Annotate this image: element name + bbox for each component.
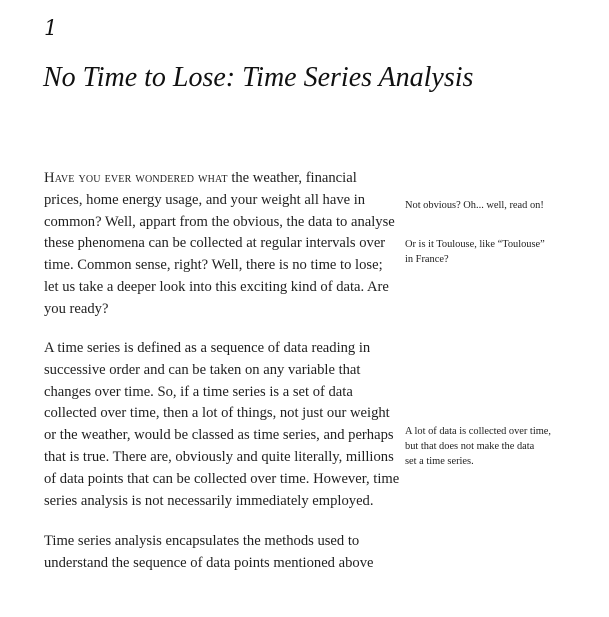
paragraph-line [44,168,390,190]
sidenote-line: set a time series. [405,455,474,467]
paragraph-line: of data points that can be collected over time. However, time [44,470,400,487]
sidenote-line: A lot of data is collected over time, [405,426,552,437]
sidenote-line: Or is it Toulouse, like “Toulouse” [405,239,545,250]
paragraph-line: series analysis is not necessarily immediately employed. [44,492,374,509]
paragraph-3 [44,531,390,575]
paragraph-line: collected over time, then a lot of things, not just our weight [44,405,390,422]
sidenote-1 [405,199,575,214]
paragraph-line: or the weather, would be classed as time series, and perhaps [44,427,394,444]
paragraph-line: A time series is defined as a sequence of data reading in [44,340,371,356]
paragraph-line-text: the weather, financial [227,170,357,186]
paragraph-line: changes over time. So, if a time series is a set of data [44,383,353,400]
paragraph-line: common? Well, appart from the obvious, the data to analyse [44,213,395,230]
paragraph-line: successive order and can be taken on any variable that [44,361,361,378]
paragraph-line: that is true. There are, obviously and quite literally, millions [44,448,394,465]
paragraph-line: you ready? [44,300,109,317]
chapter-title: No Time to Lose: Time Series Analysis [43,62,474,93]
paragraph-line: prices, home energy usage, and your weight all have in [44,191,366,208]
sidenote-3 [405,425,575,469]
sidenote-2 [405,238,575,268]
sidenote-line: in France? [405,253,449,265]
lead-in-small-caps: Have you ever wondered what [44,170,228,186]
sidenote-line: but that does not make the data [405,440,535,452]
paragraph-line: Time series analysis encapsulates the methods used to [44,533,360,549]
chapter-number: 1 [44,16,58,40]
paragraph-line: understand the sequence of data points mentioned above [44,554,374,571]
paragraph-line: time. Common sense, right? Well, there is no time to lose; [44,257,383,274]
paragraph-2 [44,338,400,512]
sidenote-line: Not obvious? Oh... well, read on! [405,200,544,211]
paragraph-line: let us take a deeper look into this exciting kind of data. Are [44,278,389,295]
paragraph-1 [44,168,395,321]
paragraph-line: these phenomena can be collected at regular intervals over [44,235,386,252]
